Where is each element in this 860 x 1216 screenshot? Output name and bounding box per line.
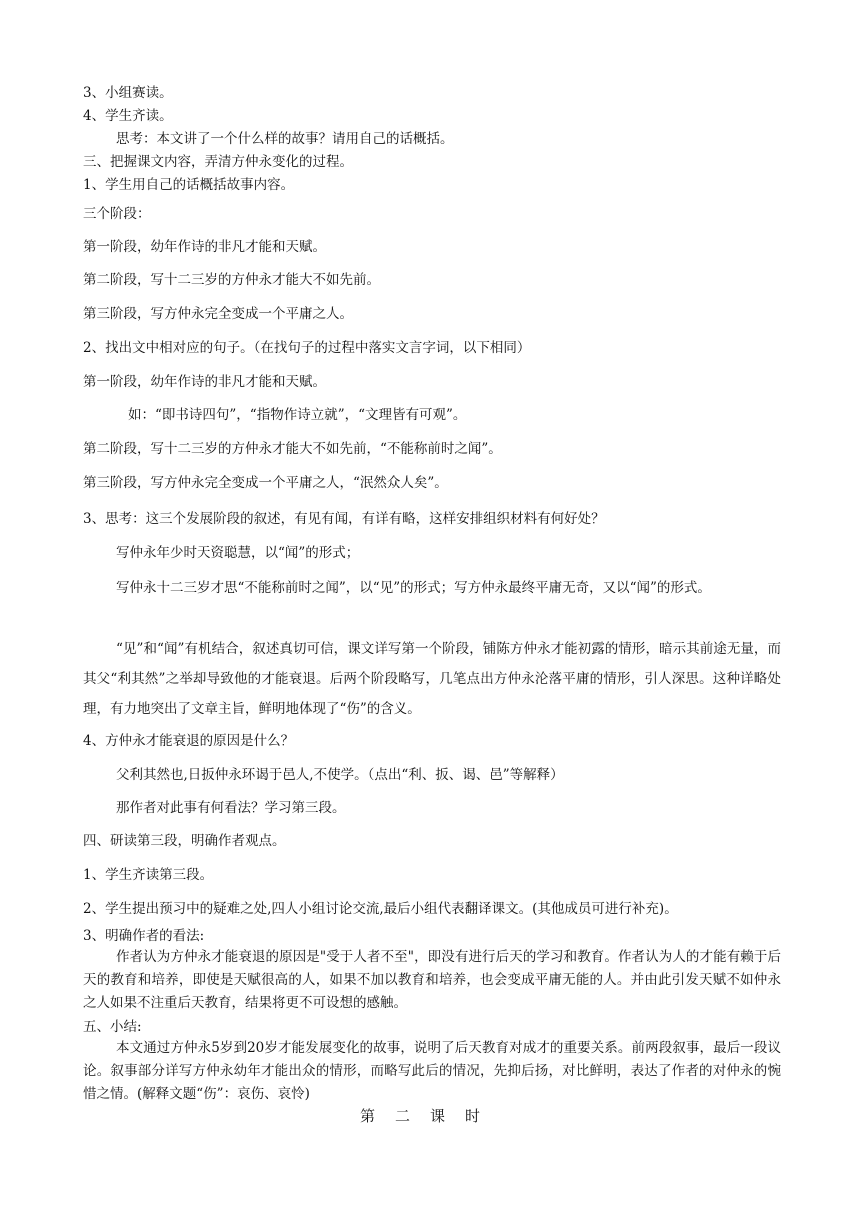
text-line: 2、学生提出预习中的疑难之处,四人小组讨论交流,最后小组代表翻译课文。(其他成员可进行补充)。 <box>83 901 678 917</box>
text-line: 如：“即书诗四句”，“指物作诗立就”，“文理皆有可观”。 <box>128 407 467 423</box>
text-line: 那作者对此事有何看法？学习第三段。 <box>116 800 346 816</box>
text-line: 思考：本文讲了一个什么样的故事？请用自己的话概括。 <box>116 131 454 147</box>
text-line: 1、学生齐读第三段。 <box>83 867 214 883</box>
text-line: 第一阶段，幼年作诗的非凡才能和天赋。 <box>83 374 326 390</box>
text-line: 3、明确作者的看法: <box>83 928 205 944</box>
text-line: 第二阶段，写十二三岁的方仲永才能大不如先前。 <box>83 272 380 288</box>
text-line: 4、学生齐读。 <box>83 108 173 124</box>
paragraph: 作者认为方仲永才能衰退的原因是"受于人者不至"，即没有进行后天的学习和教育。作者认为人的才能有赖于后天的教育和培养，即使是天赋很高的人，如果不加以教育和培养，也会变成平庸无能的人。并由此引发天赋不如仲永之人如果不注重后天教育，结果将更不可设想的感触。 <box>83 949 781 1011</box>
text-line: 写仲永年少时天资聪慧，以“闻”的形式； <box>116 545 360 561</box>
text-line: 第三阶段，写方仲永完全变成一个平庸之人。 <box>83 306 353 322</box>
text-line: 父利其然也,日扳仲永环谒于邑人,不使学。（点出“利、扳、谒、邑”等解释） <box>116 767 564 783</box>
text-line: 三个阶段： <box>83 206 151 222</box>
text-line: 4、方仲永才能衰退的原因是什么？ <box>83 733 295 749</box>
paragraph: 写仲永十二三岁才思“不能称前时之闻”，以“见”的形式；写方仲永最终平庸无奇，又以“闻”的形式。 <box>116 580 711 596</box>
section-heading: 三、把握课文内容，弄清方仲永变化的过程。 <box>83 154 353 170</box>
text-line: 2、找出文中相对应的句子。（在找句子的过程中落实文言字词，以下相同） <box>83 340 531 356</box>
text-line: 第三阶段，写方仲永完全变成一个平庸之人，“泯然众人矣”。 <box>83 475 448 491</box>
paragraph: “见”和“闻”有机结合，叙述真切可信，课文详写第一个阶段，铺陈方仲永才能初露的情形，暗示其前途无量，而其父“利其然”之举却导致他的才能衰退。后两个阶段略写，几笔点出方仲永沦落平庸的情形，引人深思。这种详略处理，有力地突出了文章主旨，鲜明地体现了“伤”的含义。 <box>83 641 781 717</box>
text-line: 3、思考：这三个发展阶段的叙述，有见有闻，有详有略，这样安排组织材料有何好处？ <box>83 511 605 527</box>
text-line: 第二阶段，写十二三岁的方仲永才能大不如先前，“不能称前时之闻”。 <box>83 441 502 457</box>
section-heading: 四、研读第三段，明确作者观点。 <box>83 833 286 849</box>
section-heading: 五、小结: <box>83 1019 142 1035</box>
text-line: 第一阶段，幼年作诗的非凡才能和天赋。 <box>83 239 326 255</box>
text-line: 1、学生用自己的话概括故事内容。 <box>83 177 295 193</box>
lesson-title: 第二课时 <box>359 1107 500 1125</box>
paragraph: 本文通过方仲永5岁到20岁才能发展变化的故事，说明了后天教育对成才的重要关系。前两段叙事，最后一段议论。叙事部分详写方仲永幼年才能出众的情形，而略写此后的情况，先抑后扬，对比鲜明，表达了作者的对仲永的惋惜之情。(解释文题“伤”：哀伤、哀怜) <box>83 1040 781 1102</box>
text-line: 3、小组赛读。 <box>83 85 173 101</box>
